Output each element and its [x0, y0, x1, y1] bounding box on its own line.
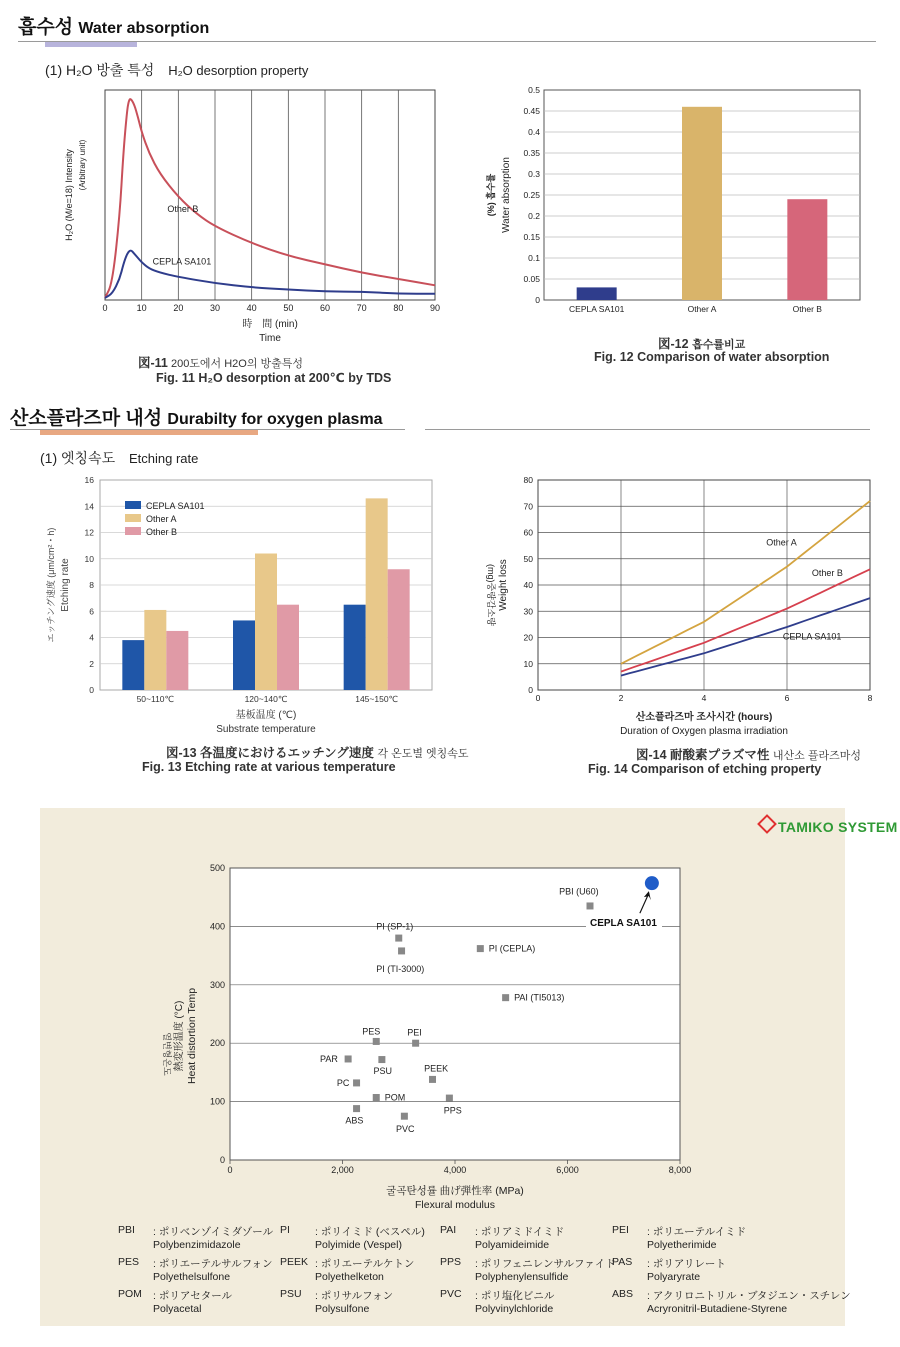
fig15-point: [395, 935, 402, 942]
fig12-y-tick-label: 0.05: [523, 274, 540, 284]
fig12-y-tick-label: 0.45: [523, 106, 540, 116]
section2-subtitle: [40, 448, 198, 468]
fig15-x-tick-label: 4,000: [443, 1165, 467, 1175]
fig14-series-label: Other B: [811, 567, 843, 578]
fig12-chart: [480, 82, 880, 320]
abbreviation-code: PEEK: [280, 1256, 309, 1268]
abbreviation-jp-name: : ポリ塩化ビニル: [475, 1290, 555, 1302]
fig15-x-tick-label: 6,000: [556, 1165, 579, 1175]
fig12-y-tick-label: 0.4: [528, 127, 540, 137]
fig14-y-tick-label: 20: [523, 632, 533, 643]
section1-subtitle-en: H₂O desorption property: [168, 63, 309, 78]
fig11-x-tick-label: 60: [319, 303, 331, 313]
abbreviation-jp-name: : ポリエーテルケトン: [315, 1258, 415, 1270]
fig13-y-tick-label: 2: [89, 658, 94, 669]
abbreviation-en-name: Polyamideimide: [475, 1239, 550, 1251]
fig12-y-tick-label: 0.3: [528, 169, 540, 179]
fig14-y-tick-label: 40: [523, 580, 533, 590]
fig12-x-tick-label: Other B: [792, 304, 822, 314]
fig14-series-label: Other A: [766, 537, 797, 548]
fig13-caption-ko: 각 온도별 엣칭속도: [377, 748, 469, 760]
abbreviation-code: PEI: [612, 1224, 629, 1236]
abbreviation-code: ABS: [612, 1288, 634, 1300]
fig13-x-tick-label: 50~110℃: [136, 694, 175, 704]
abbreviation-en-name: Polyacetal: [153, 1303, 202, 1315]
fig12-y-tick-label: 0.2: [528, 211, 540, 221]
fig12-y-tick-label: 0.15: [523, 232, 540, 242]
fig15-point-label: PI (SP-1): [376, 921, 414, 932]
fig13-x-axis-label: 基板温度 (℃): [235, 710, 297, 721]
fig15-point-label: PAR: [320, 1053, 338, 1064]
fig14-y-tick-label: 50: [523, 553, 533, 564]
section1-accent-bar: [45, 42, 137, 47]
fig15-point: [429, 1076, 436, 1083]
fig14-y-tick-label: 80: [523, 475, 533, 485]
fig13-y-tick-label: 16: [84, 475, 94, 485]
fig13-bar: [166, 631, 188, 690]
fig13-bar: [277, 605, 299, 690]
abbreviation-code: PBI: [118, 1224, 135, 1236]
abbreviation-en-name: Polyethelketon: [315, 1271, 384, 1283]
fig13-bar: [388, 569, 410, 690]
fig11-caption-ko: [138, 353, 303, 371]
fig15-point-label: PEEK: [424, 1063, 449, 1074]
fig14-y-tick-label: 60: [523, 527, 533, 538]
fig15-highlight-point: [645, 876, 659, 890]
abbreviation-en-name: Polybenzimidazole: [153, 1239, 241, 1251]
fig12-bar: [787, 199, 827, 300]
fig13-chart: [40, 470, 440, 738]
section1-rule: [18, 41, 876, 42]
abbreviation-en-name: Polyvinylchloride: [475, 1303, 554, 1315]
fig14-y-tick-label: 70: [523, 501, 533, 512]
fig15-plot-area: [230, 868, 680, 1160]
fig14-x-tick-label: 6: [784, 693, 790, 703]
logo-icon: [757, 814, 777, 834]
abbreviation-en-name: Polyaryrate: [647, 1271, 701, 1283]
fig12-y-axis-label: (%) 흡수률: [486, 173, 496, 217]
fig14-y-tick-label: 0: [528, 685, 533, 695]
abbreviation-legend: [118, 1224, 851, 1320]
fig13-y-tick-label: 4: [89, 632, 94, 643]
fig13-caption-fig: 図-13 各温度におけるエッチング速度: [166, 746, 374, 760]
fig15-point-label: PBI (U60): [559, 886, 599, 897]
fig15-y-axis-label-jp: 熱変形温度 (°C): [174, 1000, 185, 1072]
section1-title-ko: 흡수성: [18, 17, 74, 38]
logo: [760, 817, 898, 835]
abbreviation-jp-name: : ポリアリレート: [647, 1258, 726, 1270]
abbreviation-jp-name: : ポリアミドイミド: [475, 1226, 565, 1238]
logo-text: TAMIKO SYSTEM: [778, 819, 898, 835]
fig15-chart: [150, 855, 730, 1215]
fig13-bar: [344, 605, 366, 690]
fig13-legend-label: Other A: [146, 514, 177, 524]
fig15-y-tick-label: 0: [219, 1155, 225, 1165]
fig13-y-tick-label: 12: [84, 527, 94, 538]
fig11-x-tick-label: 0: [102, 303, 108, 313]
fig11-caption-en: Fig. 11 H₂O desorption at 200℃ by TDS: [156, 371, 392, 385]
abbreviation-code: PAS: [612, 1256, 633, 1268]
section2-subtitle-ko: (1) 엣칭속도: [40, 450, 116, 466]
fig14-y-axis-label2: Weight loss: [498, 559, 509, 611]
fig15-point: [345, 1055, 352, 1062]
abbreviation-code: PVC: [440, 1288, 462, 1300]
fig14-series-label: CEPLA SA101: [782, 631, 842, 642]
fig11-x-axis-label: 時 間 (min): [242, 319, 298, 330]
fig12-x-tick-label: Other A: [687, 304, 717, 314]
abbreviation-jp-name: : ポリイミド (ベスペル): [315, 1226, 425, 1238]
fig12-caption-en: Fig. 12 Comparison of water absorption: [594, 350, 830, 364]
fig15-point-label: PES: [362, 1026, 381, 1037]
fig12-bar: [577, 287, 617, 300]
fig15-y-tick-label: 100: [209, 1096, 225, 1107]
fig15-x-axis-label: 굴곡탄성률 曲げ弾性率 (MPa): [386, 1185, 524, 1197]
fig15-point: [502, 994, 509, 1001]
fig14-y-tick-label: 10: [523, 658, 533, 669]
abbreviation-jp-name: : ポリアセタール: [153, 1290, 233, 1302]
fig13-x-axis-label2: Substrate temperature: [216, 724, 316, 735]
abbreviation-code: PPS: [440, 1256, 462, 1268]
abbreviation-en-name: Polysulfone: [315, 1303, 370, 1315]
fig13-bar: [255, 554, 277, 691]
abbreviation-code: PI: [280, 1224, 290, 1236]
fig15-point-label: PSU: [373, 1066, 392, 1077]
fig15-y-tick-label: 200: [209, 1038, 225, 1049]
fig14-y-tick-label: 30: [523, 606, 533, 617]
fig11-series-label: Other B: [167, 203, 199, 214]
fig15-point: [401, 1113, 408, 1120]
fig13-legend-label: CEPLA SA101: [146, 501, 205, 511]
fig11-y-axis-label2: (Arbitrary unit): [78, 139, 87, 191]
fig15-point-label: PI (TI-3000): [376, 964, 425, 975]
fig15-point-label: ABS: [345, 1115, 364, 1126]
fig15-highlight-label: CEPLA SA101: [590, 918, 657, 930]
fig12-y-axis-label2: Water absorption: [501, 157, 512, 233]
fig14-caption-line: [636, 745, 861, 763]
fig12-y-tick-label: 0.35: [523, 148, 540, 158]
fig13-bar: [122, 640, 144, 690]
fig15-point: [412, 1040, 419, 1047]
fig15-point: [446, 1095, 453, 1102]
fig14-y-axis-label: (mg)중량감소량: [486, 564, 496, 626]
fig11-x-tick-label: 70: [356, 303, 367, 313]
fig11-chart: [50, 82, 460, 352]
fig13-y-axis-label: エッチング速度 (μm/cm²・h): [46, 527, 56, 643]
fig15-point-label: PI (CEPLA): [488, 943, 536, 954]
fig12-y-tick-label: 0.25: [523, 190, 540, 200]
fig12-y-tick-label: 0.1: [528, 253, 540, 263]
fig15-x-tick-label: 2,000: [331, 1165, 354, 1175]
fig12-caption-ko: 흡수률비교: [692, 339, 746, 351]
fig14-x-axis-label: 산소플라즈마 조사시간 (hours): [635, 712, 773, 723]
fig13-x-tick-label: 145~150℃: [355, 694, 399, 704]
section2-accent-bar: [40, 430, 258, 435]
section2-subtitle-en: Etching rate: [129, 451, 199, 466]
abbreviation-jp-name: : ポリサルフォン: [315, 1290, 394, 1302]
fig11-x-tick-label: 40: [246, 303, 257, 313]
fig14-x-tick-label: 2: [618, 693, 624, 703]
section2-rule-right: [425, 429, 870, 430]
abbreviation-en-name: Acryronitril-Butadiene-Styrene: [647, 1303, 788, 1315]
fig15-y-tick-label: 300: [209, 979, 225, 990]
fig15-x-tick-label: 8,000: [668, 1165, 692, 1175]
fig15-point-label: PEI: [407, 1027, 422, 1038]
fig14-x-tick-label: 4: [701, 693, 707, 703]
fig15-point-label: PPS: [443, 1105, 462, 1116]
fig15-point: [587, 902, 594, 909]
abbreviation-jp-name: : アクリロニトリル・ブタジエン・スチレン: [647, 1290, 851, 1302]
section2-title-en: Durabilty for oxygen plasma: [167, 411, 383, 428]
fig12-caption-fig: 図-12: [658, 337, 689, 351]
fig11-x-tick-label: 50: [283, 303, 294, 313]
fig14-x-tick-label: 8: [867, 693, 873, 703]
fig15-x-axis-label-en: Flexural modulus: [415, 1199, 495, 1211]
fig13-y-tick-label: 14: [84, 501, 94, 512]
section1-title-en: Water absorption: [78, 20, 210, 37]
section2-title: [10, 403, 383, 430]
fig15-point: [373, 1094, 380, 1101]
fig12-y-tick-label: 0: [535, 295, 540, 305]
fig14-x-axis-label2: Duration of Oxygen plasma irradiation: [620, 726, 788, 737]
fig13-y-axis-label2: Etching rate: [60, 558, 71, 612]
section1-title: [18, 12, 209, 39]
fig11-x-axis-label2: Time: [259, 333, 281, 344]
abbreviation-code: PAI: [440, 1224, 457, 1236]
fig13-y-tick-label: 8: [89, 580, 94, 590]
fig13-legend-swatch: [125, 514, 141, 522]
fig15-y-tick-label: 500: [209, 863, 225, 873]
fig15-point-label: PC: [336, 1077, 350, 1088]
fig15-y-tick-label: 400: [209, 921, 225, 932]
abbreviation-jp-name: : ポリエーテルイミド: [647, 1226, 747, 1238]
fig15-point: [353, 1079, 360, 1086]
fig15-point: [353, 1105, 360, 1112]
fig15-point-label: POM: [384, 1092, 406, 1103]
fig14-caption-fig: 図-14 耐酸素プラズマ性: [636, 748, 770, 762]
fig11-x-tick-label: 90: [429, 303, 441, 313]
fig11-plot-area: [105, 90, 435, 300]
fig15-point-label: PAI (TI5013): [514, 992, 565, 1003]
fig13-bar: [233, 620, 255, 690]
fig11-y-axis-label: H₂O (M/e=18) Intensity: [64, 149, 74, 241]
fig13-x-tick-label: 120~140℃: [244, 694, 288, 704]
abbreviation-jp-name: : ポリエーテルサルフォン: [153, 1258, 273, 1270]
fig11-x-tick-label: 20: [173, 303, 184, 313]
fig13-caption-line: [166, 743, 469, 761]
section1-subtitle: [45, 60, 308, 80]
fig13-legend-swatch: [125, 501, 141, 509]
fig11-caption-fig: 図-11: [138, 356, 168, 370]
abbreviation-en-name: Polyethelsulfone: [153, 1271, 231, 1283]
fig13-caption-en: Fig. 13 Etching rate at various temperature: [142, 760, 396, 774]
fig13-y-tick-label: 6: [89, 606, 94, 617]
fig11-x-tick-label: 30: [209, 303, 221, 313]
fig15-point: [378, 1056, 385, 1063]
fig15-point: [477, 945, 484, 952]
fig11-caption-ko-text: 200도에서 H2O의 방출특성: [170, 358, 304, 370]
fig13-y-tick-label: 10: [84, 553, 94, 564]
fig11-series-label: CEPLA SA101: [152, 256, 212, 267]
fig12-x-tick-label: CEPLA SA101: [569, 304, 625, 314]
abbreviation-code: PSU: [280, 1288, 302, 1300]
fig15-point-label: PVC: [395, 1124, 415, 1135]
abbreviation-jp-name: : ポリベンゾイミダゾール: [153, 1226, 274, 1238]
fig11-x-tick-label: 10: [136, 303, 147, 313]
fig15-point: [373, 1038, 380, 1045]
fig13-legend-swatch: [125, 527, 141, 535]
fig12-y-tick-label: 0.5: [528, 85, 540, 95]
section1-subtitle-ko: (1) H₂O 방출 특성: [45, 62, 155, 78]
fig15-x-tick-label: 0: [227, 1165, 233, 1175]
fig11-x-tick-label: 80: [393, 303, 404, 313]
abbreviation-en-name: Polyimide (Vespel): [315, 1239, 402, 1251]
abbreviation-jp-name: : ポリフェニレンサルファイド: [475, 1258, 616, 1270]
fig15-y-axis-label-ko: 열변형온도: [162, 1032, 172, 1076]
fig14-caption-en: Fig. 14 Comparison of etching property: [588, 762, 822, 776]
fig15-y-axis-label-en: Heat distortion Temp: [186, 987, 198, 1085]
fig13-bar: [366, 498, 388, 690]
abbreviation-en-name: Polyphenylensulfide: [475, 1271, 569, 1283]
fig13-y-tick-label: 0: [89, 685, 94, 695]
abbreviation-en-name: Polyetherimide: [647, 1239, 717, 1251]
fig12-bar: [682, 107, 722, 300]
fig14-chart: [476, 470, 886, 738]
fig14-x-tick-label: 0: [535, 693, 541, 703]
fig13-bar: [144, 610, 166, 690]
fig14-caption-ko: 내산소 플라즈마성: [772, 750, 861, 762]
abbreviation-code: PES: [118, 1256, 140, 1268]
fig15-point: [398, 947, 405, 954]
abbreviation-code: POM: [118, 1288, 142, 1300]
fig13-legend-label: Other B: [146, 527, 178, 537]
section2-title-ko: 산소플라즈마 내성: [10, 408, 163, 429]
